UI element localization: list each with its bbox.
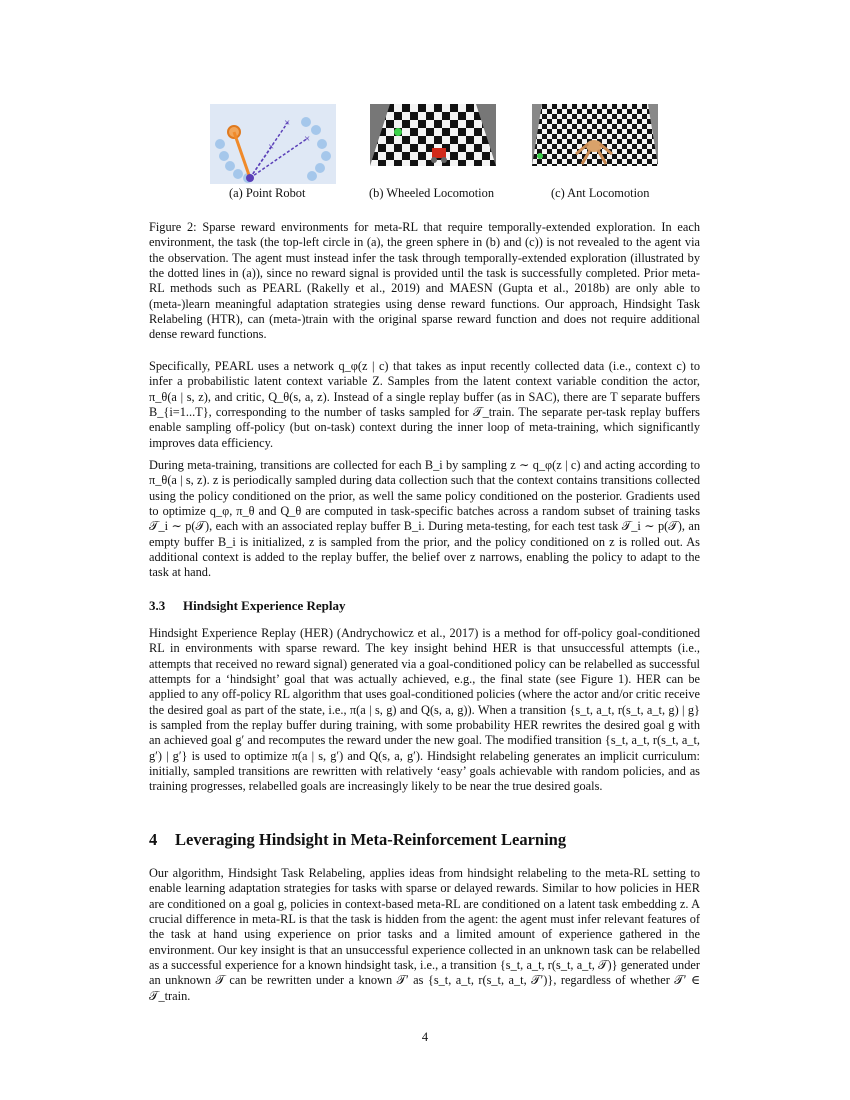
svg-text:×: × <box>268 141 275 153</box>
section-4-number: 4 <box>149 830 158 849</box>
point-robot-illustration <box>210 104 336 184</box>
paragraph-meta-training <box>149 458 700 581</box>
paragraph-htr-text: Our algorithm, Hindsight Task Relabeling, applies ideas from hindsight relabeling to the meta-RL setting to enable learning adaptation strategies for tasks with sparse or delayed rewards. Similar to how policies in HER are conditioned on a goal g, policies in context-based meta-RL are conditioned on a latent task embedding z. A crucial difference in meta-RL is that the task is hidden from the agent: the agent must infer relevant features of the task at hand using experience on prior tasks and a limited amount of experience gathered in the environment. Our key insight is that an unsuccessful experience collected in an unknown task can be relabelled as a successful experience for a known hindsight task, i.e., a transition {s_t, a_t, r(s_t, a_t, 𝒯)} generated under an unknown 𝒯 can be rewritten under a known 𝒯′ as {s_t, a_t, r(s_t, a_t, 𝒯′)}, regardless of whether 𝒯′ ∈ 𝒯_train. <box>149 866 700 1003</box>
figure-2-caption-text: Figure 2: Sparse reward environments for meta-RL that require temporally-extended exploration. In each environment, the task (the top-left circle in (a), the green sphere in (b) and (c)) is not revealed to the agent via the observation. The agent must instead infer the task through temporally-extended exploration (illustrated by the dotted lines in (a)), since no reward signal is provided until the task is successfully completed. Prior meta-RL methods such as PEARL (Rakelly et al., 2019) and MAESN (Gupta et al., 2018b) are only able to (meta-)learn meaningful adaptation strategies using dense reward functions. Our approach, Hindsight Task Relabeling (HTR), can (meta-)train with the original sparse reward function and does not require additional dense reward functions. <box>149 220 700 342</box>
section-4-heading <box>149 830 566 850</box>
figure-ant-locomotion <box>532 104 658 166</box>
section-3-3-title: Hindsight Experience Replay <box>183 598 346 613</box>
section-4-title: Leveraging Hindsight in Meta-Reinforcement Learning <box>175 830 567 849</box>
paragraph-her-text: Hindsight Experience Replay (HER) (Andrychowicz et al., 2017) is a method for off-policy goal-conditioned RL in environments with sparse reward. The key insight behind HER is that unsuccessful attempts (i.e., attempts that received no reward signal) generated via a goal-conditioned policy can be relabelled as successful attempts for a ‘hindsight’ goal that was actually achieved, e.g., the final state (see Figure 1). HER can be applied to any off-policy RL algorithm that uses goal-conditioned policies (where the actor and/or critic receive the desired goal as part of the state, i.e., π(a | s, g) and Q(s, a, g)). When a transition {s_t, a_t, r(s_t, a_t, g) | g} is sampled from the replay buffer during training, with some probability HER rewrites the desired goal g with an achieved goal g′ and recomputes the reward under the new goal. The modified transition {s_t, a_t, r(s_t, a_t, g′) | g′} is used to optimize π(a | s, g′) and Q(s, a, g′). Hindsight relabeling generates an implicit curriculum: initially, sampled transitions are rewritten with relatively ‘easy’ goals achievable with random policies, and as training progresses, relabelled goals are increasingly likely to be near the true desired goals. <box>149 626 700 794</box>
section-3-3-heading <box>149 598 346 614</box>
paragraph-her <box>149 626 700 795</box>
paragraph-meta-training-text: During meta-training, transitions are collected for each B_i by sampling z ∼ q_φ(z | c) and acting according to π_θ(a | s, z). z is periodically sampled during data collection such that the context contains transitions collected using the policy conditioned on the prior, as well the same policy conditioned on the posterior. Gradients used to optimize q_φ, π_θ and Q_θ are computed in task-specific batches across a random subset of training tasks 𝒯_i ∼ p(𝒯), each with an associated replay buffer B_i. During meta-testing, for each test task 𝒯_i ∼ p(𝒯), an empty buffer B_i is initialized, z is sampled from the prior, and the policy conditioned on z is rolled out. As additional context is added to the replay buffer, the belief over z narrows, enabling the policy to adapt to the task at hand. <box>149 458 700 580</box>
svg-text:×: × <box>284 117 291 129</box>
svg-text:×: × <box>304 133 311 145</box>
figure-point-robot <box>210 104 336 184</box>
caption-point-robot: (a) Point Robot <box>229 186 306 200</box>
figure-2-caption <box>149 220 700 343</box>
paragraph-pearl-text: Specifically, PEARL uses a network q_φ(z | c) that takes as input recently collected data (i.e., context c) to infer a probabilistic latent context variable Z. Samples from the latent context variable condition the actor, π_θ(a | s, z), and critic, Q_θ(s, a, z). Instead of a single replay buffer (as in SAC), there are T separate buffers B_{i=1...T}, corresponding to the number of tasks sampled for 𝒯_train. The separate per-task replay buffers enable sampling off-policy (but on-task) context during the inner loop of meta-training, which significantly improves data efficiency. <box>149 359 700 450</box>
page-number: 4 <box>421 1030 429 1044</box>
section-3-3-number: 3.3 <box>149 598 166 613</box>
wheeled-locomotion-illustration <box>370 104 496 166</box>
caption-wheeled-locomotion: (b) Wheeled Locomotion <box>369 186 495 200</box>
paragraph-pearl <box>149 359 700 451</box>
ant-locomotion-illustration <box>532 104 658 166</box>
caption-ant-locomotion: (c) Ant Locomotion <box>551 186 650 200</box>
paragraph-htr <box>149 866 700 1004</box>
figure-wheeled-locomotion <box>370 104 496 166</box>
